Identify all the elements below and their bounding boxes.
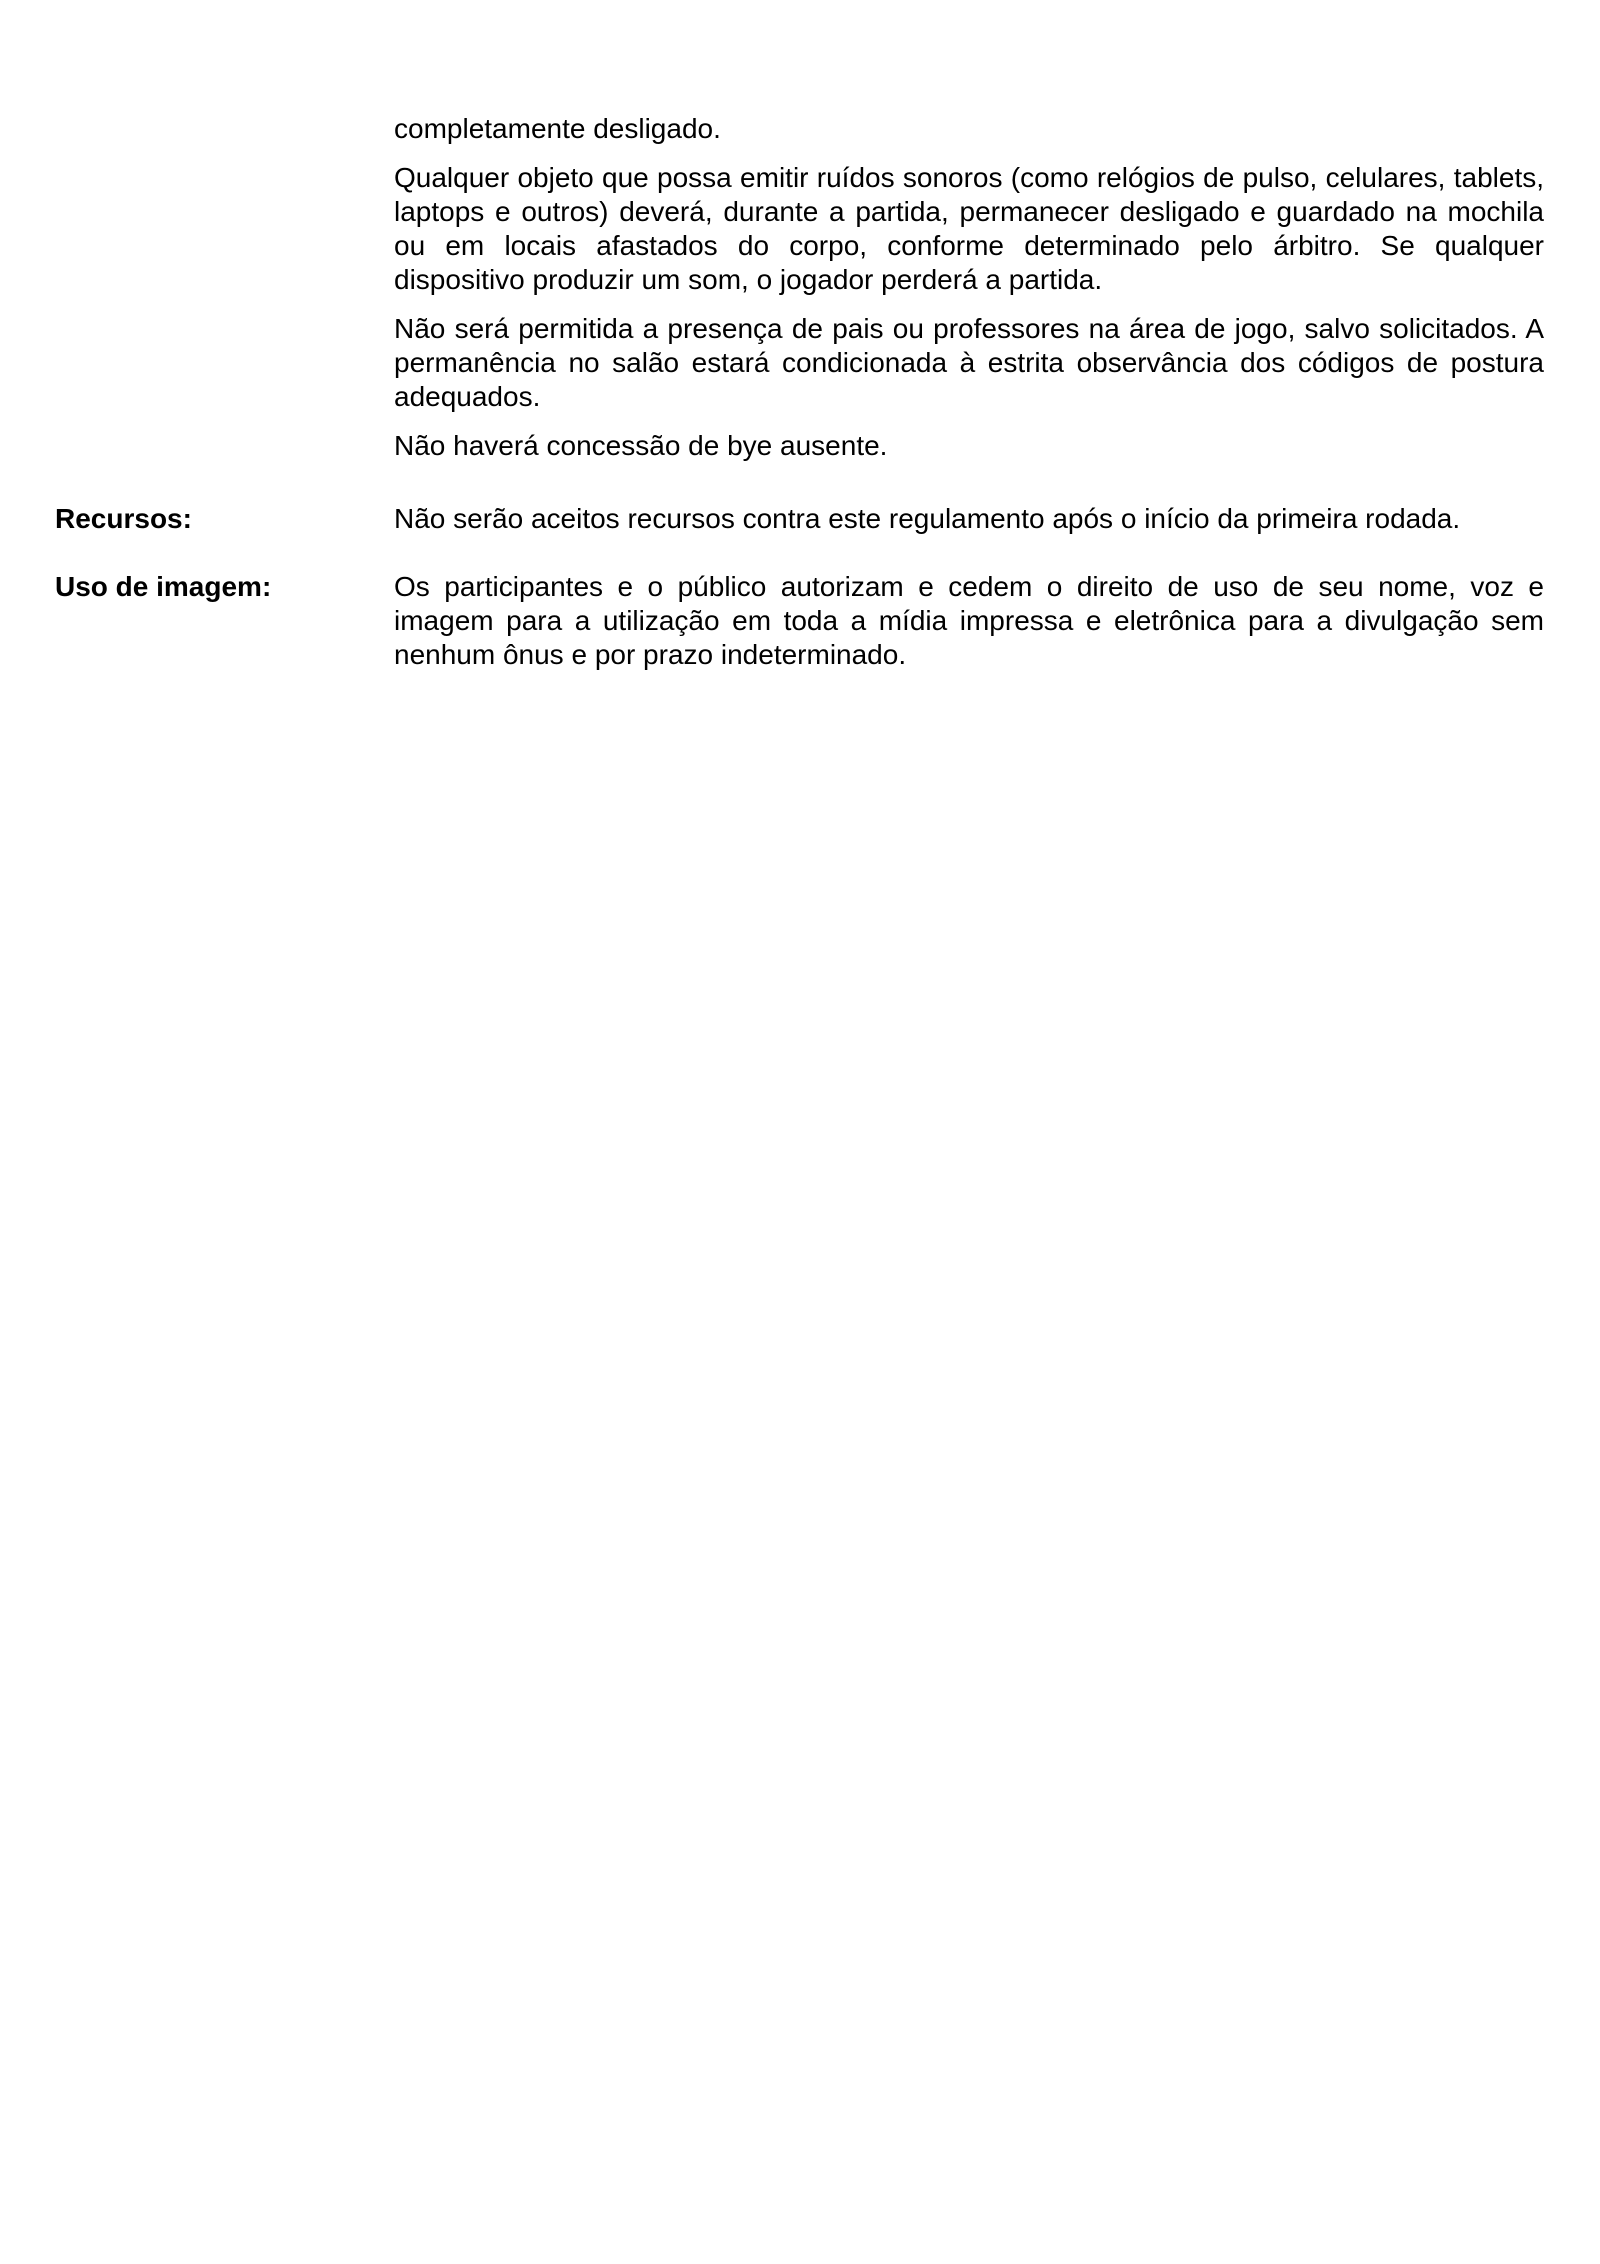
paragraph-parents-teachers: Não será permitida a presença de pais ou professores na área de jogo, salvo solicitados. A permanência no salão estará condicionada à estrita observância dos códigos de postura adequados.	[394, 313, 1544, 412]
section-label-recursos: Recursos:	[55, 503, 192, 534]
section-text-uso-de-imagem: Os participantes e o público autorizam e cedem o direito de uso de seu nome, voz e imagem para a utilização em toda a mídia impressa e eletrônica para a divulgação sem nenhum ônus e por prazo indeterminado.	[394, 571, 1544, 670]
section-label-uso-de-imagem: Uso de imagem:	[55, 571, 272, 602]
continued-rules-text	[394, 112, 1544, 478]
paragraph-bye: Não haverá concessão de bye ausente.	[394, 430, 888, 461]
paragraph-noise-devices: Qualquer objeto que possa emitir ruídos sonoros (como relógios de pulso, celulares, tablets, laptops e outros) deverá, durante a partida, permanecer desligado e guardado na mochila ou em locais afastados do corpo, conforme determinado pelo árbitro. Se qualquer dispositivo produzir um som, o jogador perderá a partida.	[394, 162, 1544, 295]
paragraph-continuation: completamente desligado.	[394, 113, 721, 144]
section-text-recursos: Não serão aceitos recursos contra este regulamento após o início da primeira rodada.	[394, 503, 1461, 534]
section-body-uso-de-imagem	[394, 570, 1544, 687]
section-body-recursos	[394, 502, 1544, 551]
